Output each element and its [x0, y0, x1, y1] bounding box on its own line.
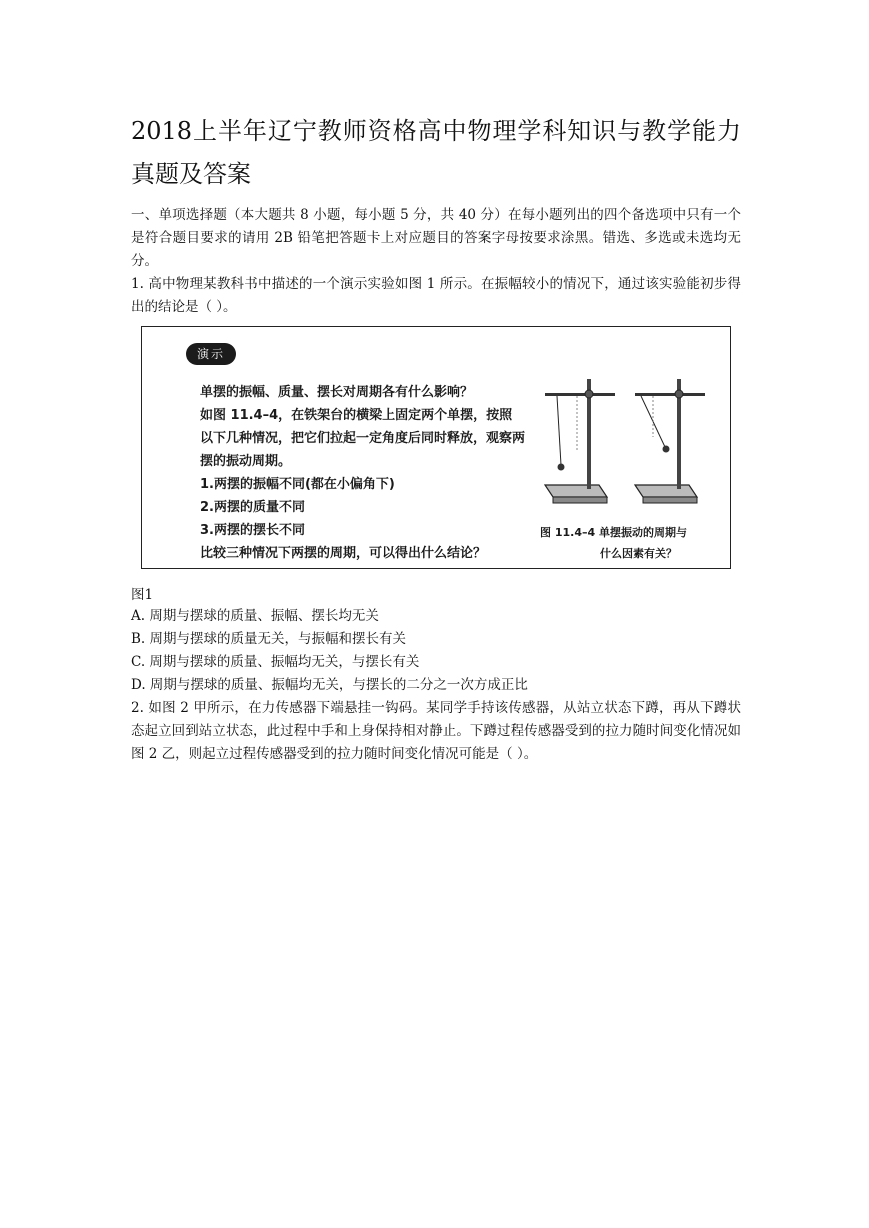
figure-caption-line-1: 图 11.4–4 单摆振动的周期与 [540, 526, 687, 539]
option-c: C. 周期与摆球的质量、振幅均无关，与摆长有关 [131, 654, 420, 670]
figure-text-line: 3.两摆的摆长不同 [200, 523, 305, 538]
figure-1 [141, 326, 731, 569]
section-instructions: 一、单项选择题（本大题共 8 小题，每小题 5 分，共 40 分）在每小题列出的四个备选项中只有一个是符合题目要求的请用 2B 铅笔把答题卡上对应题目的答案字母按要求涂黑。错选、多选或未选均无分。 [131, 207, 741, 269]
question-1-stem: 1. 高中物理某教科书中描述的一个演示实验如图 1 所示。在振幅较小的情况下，通过该实验能初步得出的结论是（ ）。 [131, 276, 741, 315]
question-2-stem: 2. 如图 2 甲所示，在力传感器下端悬挂一钩码。某同学手持该传感器，从站立状态下蹲，再从下蹲状态起立回到站立状态，此过程中手和上身保持相对静止。下蹲过程传感器受到的拉力随时间变化情况如图 2 乙，则起立过程传感器受到的拉力随时间变化情况可能是（ ）。 [131, 700, 741, 762]
figure-text-line: 比较三种情况下两摆的周期，可以得出什么结论？ [200, 546, 487, 561]
figure-1-label: 图1 [131, 587, 154, 603]
figure-text-line: 以下几种情况，把它们拉起一定角度后同时释放，观察两 [200, 431, 526, 446]
document-page [131, 0, 741, 319]
option-d: D. 周期与摆球的质量、振幅均无关，与摆长的二分之一次方成正比 [131, 677, 528, 693]
right-stand [635, 379, 705, 503]
option-b: B. 周期与摆球的质量无关，与振幅和摆长有关 [131, 631, 407, 647]
figure-caption-line-2: 什么因素有关？ [600, 547, 677, 560]
pendulum-stands-illustration [537, 367, 717, 527]
figure-text-line: 如图 11.4–4，在铁架台的横梁上固定两个单摆，按照 [200, 408, 513, 423]
option-a: A. 周期与摆球的质量、振幅、摆长均无关 [131, 608, 379, 624]
figure-text-line: 2.两摆的质量不同 [200, 500, 305, 515]
figure-text-line: 摆的振动周期。 [200, 454, 292, 469]
figure-text-line: 单摆的振幅、质量、摆长对周期各有什么影响？ [200, 385, 474, 400]
figure-text-line: 1.两摆的振幅不同(都在小偏角下) [200, 477, 395, 492]
left-stand [545, 379, 615, 503]
question-1-options [131, 605, 741, 697]
demo-tag: 演示 [186, 343, 236, 365]
page-title: 2018上半年辽宁教师资格高中物理学科知识与教学能力真题及答案 [131, 117, 741, 188]
